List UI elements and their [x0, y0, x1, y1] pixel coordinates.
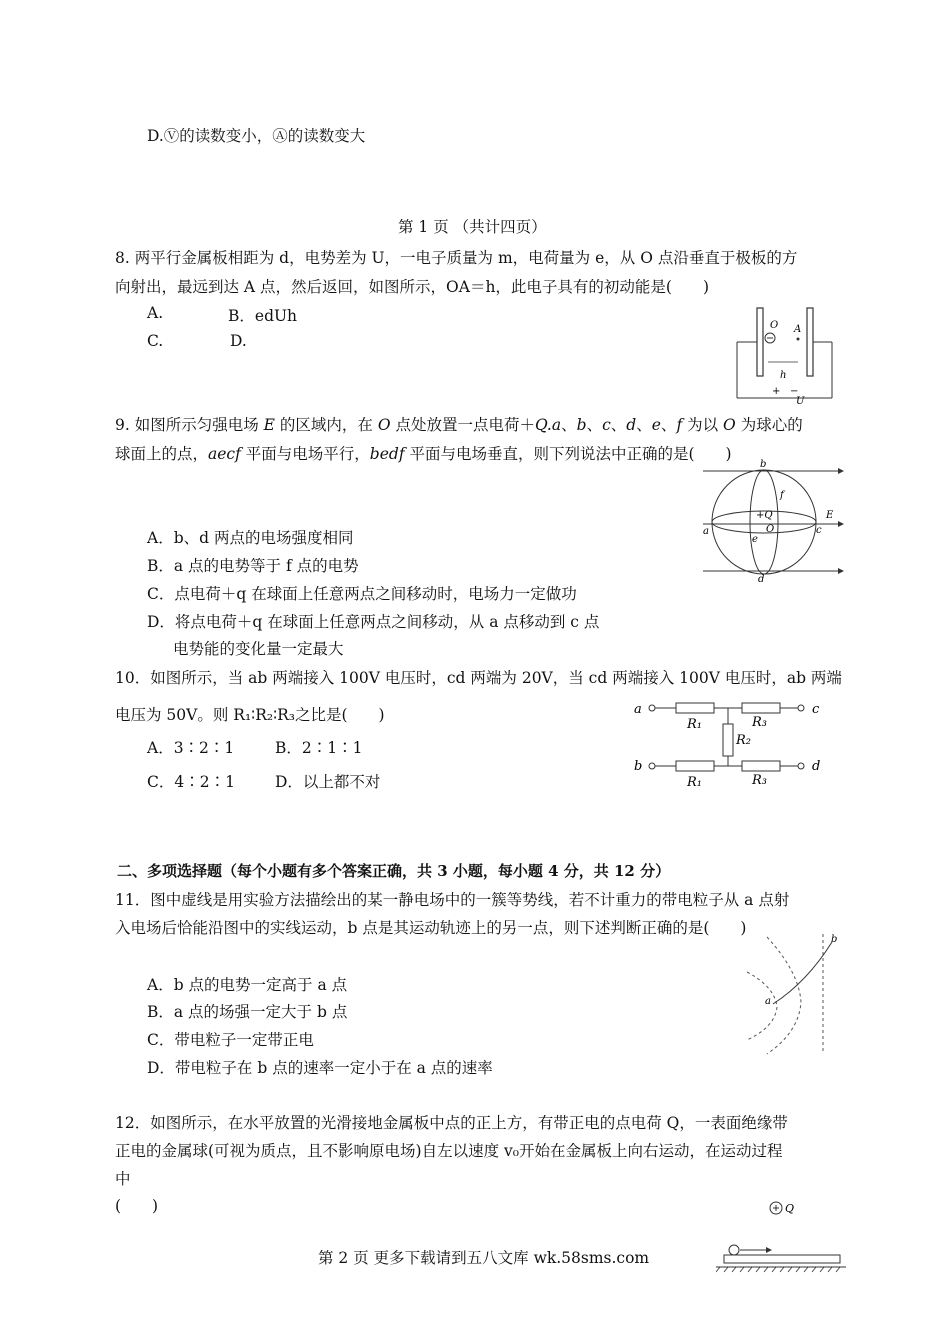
q8-line2: 向射出，最远到达 A 点，然后返回，如图所示，OA＝h，此电子具有的初动能是( )	[115, 278, 710, 296]
svg-text:+Q: +Q	[756, 510, 773, 521]
q11-option-c: C．带电粒子一定带正电	[147, 1031, 314, 1049]
q9-option-b: B．a 点的电势等于 f 点的电势	[147, 557, 359, 575]
svg-text:O: O	[770, 320, 779, 331]
q12-line4: ( )	[115, 1197, 159, 1215]
q10-circuit-figure	[632, 696, 832, 791]
svg-text:O: O	[766, 524, 775, 535]
q8-option-a: A.	[147, 304, 164, 322]
q8-option-b: B．edUh	[228, 307, 298, 325]
q11-option-b: B．a 点的场强一定大于 b 点	[147, 1003, 348, 1021]
q11-line1: 11．图中虚线是用实验方法描绘出的某一静电场中的一簇等势线，若不计重力的带电粒子从 a 点射	[115, 891, 790, 909]
q12-metal-plate-figure	[716, 1243, 846, 1273]
q10-option-b: B．2∶1∶1	[275, 739, 363, 757]
svg-text:U: U	[796, 396, 805, 406]
svg-text:c: c	[816, 525, 822, 536]
q11-equipotential-figure	[737, 932, 847, 1057]
q10-line1: 10．如图所示，当 ab 两端接入 100V 电压时，cd 两端为 20V，当 cd 两端接入 100V 电压时，ab 两端	[115, 669, 842, 687]
q8-option-d: D.	[230, 332, 247, 350]
q11-option-a: A．b 点的电势一定高于 a 点	[147, 976, 348, 994]
svg-text:a: a	[703, 526, 709, 537]
svg-text:c: c	[812, 702, 820, 717]
svg-text:E: E	[826, 510, 834, 521]
page-footer: 第 2 页 更多下载请到五八文库 wk.58sms.com	[318, 1249, 650, 1267]
q10-line2: 电压为 50V。则 R₁∶R₂∶R₃之比是( )	[115, 706, 385, 724]
q9-line1: 9. 如图所示匀强电场 E 的区域内，在 O 点处放置一点电荷＋Q.a、b、c、d、e、f 为以 O 为球心的	[115, 416, 803, 434]
svg-text:d: d	[812, 759, 821, 774]
svg-text:a: a	[634, 702, 642, 717]
q8-option-c: C.	[147, 332, 164, 350]
svg-text:b: b	[760, 459, 767, 470]
svg-text:A: A	[794, 324, 802, 335]
q9-line2: 球面上的点，aecf 平面与电场平行，bedf 平面与电场垂直，则下列说法中正确的是( )	[115, 445, 732, 463]
svg-text:Q: Q	[785, 1202, 795, 1215]
svg-text:f: f	[780, 490, 784, 501]
svg-text:e: e	[752, 534, 758, 545]
q12-line1: 12．如图所示，在水平放置的光滑接地金属板中点的正上方，有带正电的点电荷 Q，一表面绝缘带	[115, 1114, 788, 1132]
svg-text:d: d	[758, 574, 765, 583]
q9-option-d-line2: 电势能的变化量一定最大	[173, 640, 344, 658]
page1-footer: 第 1 页 （共计四页）	[398, 218, 547, 236]
q8-figure	[732, 306, 842, 406]
svg-text:R₁: R₁	[687, 775, 702, 790]
svg-text:R₃: R₃	[752, 773, 767, 788]
q11-option-d: D．带电粒子在 b 点的速率一定小于在 a 点的速率	[147, 1059, 493, 1077]
svg-text:h: h	[780, 370, 787, 381]
svg-text:a: a	[765, 996, 771, 1007]
q9-option-c: C．点电荷＋q 在球面上任意两点之间移动时，电场力一定做功	[147, 585, 577, 603]
svg-text:R₃: R₃	[752, 715, 767, 730]
q10-option-c: C．4∶2∶1	[147, 773, 235, 791]
svg-text:R₂: R₂	[736, 733, 751, 748]
q9-option-a: A．b、d 两点的电场强度相同	[147, 529, 354, 547]
svg-text:R₁: R₁	[687, 717, 702, 732]
q11-line2: 入电场后恰能沿图中的实线运动，b 点是其运动轨迹上的另一点，则下述判断正确的是( )	[115, 919, 747, 937]
q12-charge-figure	[768, 1198, 798, 1218]
q9-option-d-line1: D．将点电荷＋q 在球面上任意两点之间移动，从 a 点移动到 c 点	[147, 613, 600, 631]
q12-line3: 中	[115, 1170, 131, 1188]
svg-text:−: −	[790, 386, 799, 397]
q10-option-d: D．以上都不对	[275, 773, 381, 791]
svg-text:+: +	[772, 386, 781, 397]
q7-option-d: D.Ⓥ的读数变小，Ⓐ的读数变大	[147, 127, 366, 145]
q8-line1: 8. 两平行金属板相距为 d，电势差为 U，一电子质量为 m，电荷量为 e，从 O 点沿垂直于极板的方	[115, 249, 798, 267]
q10-option-a: A．3∶2∶1	[147, 739, 235, 757]
q12-line2: 正电的金属球(可视为质点，且不影响原电场)自左以速度 v₀开始在金属板上向右运动，在运动过程	[115, 1142, 783, 1160]
svg-text:b: b	[634, 759, 643, 774]
section2-title: 二、多项选择题（每个小题有多个答案正确，共 3 小题，每小题 4 分，共 12 分）	[117, 862, 671, 880]
q9-sphere-figure	[698, 458, 848, 583]
svg-text:b: b	[831, 934, 838, 945]
